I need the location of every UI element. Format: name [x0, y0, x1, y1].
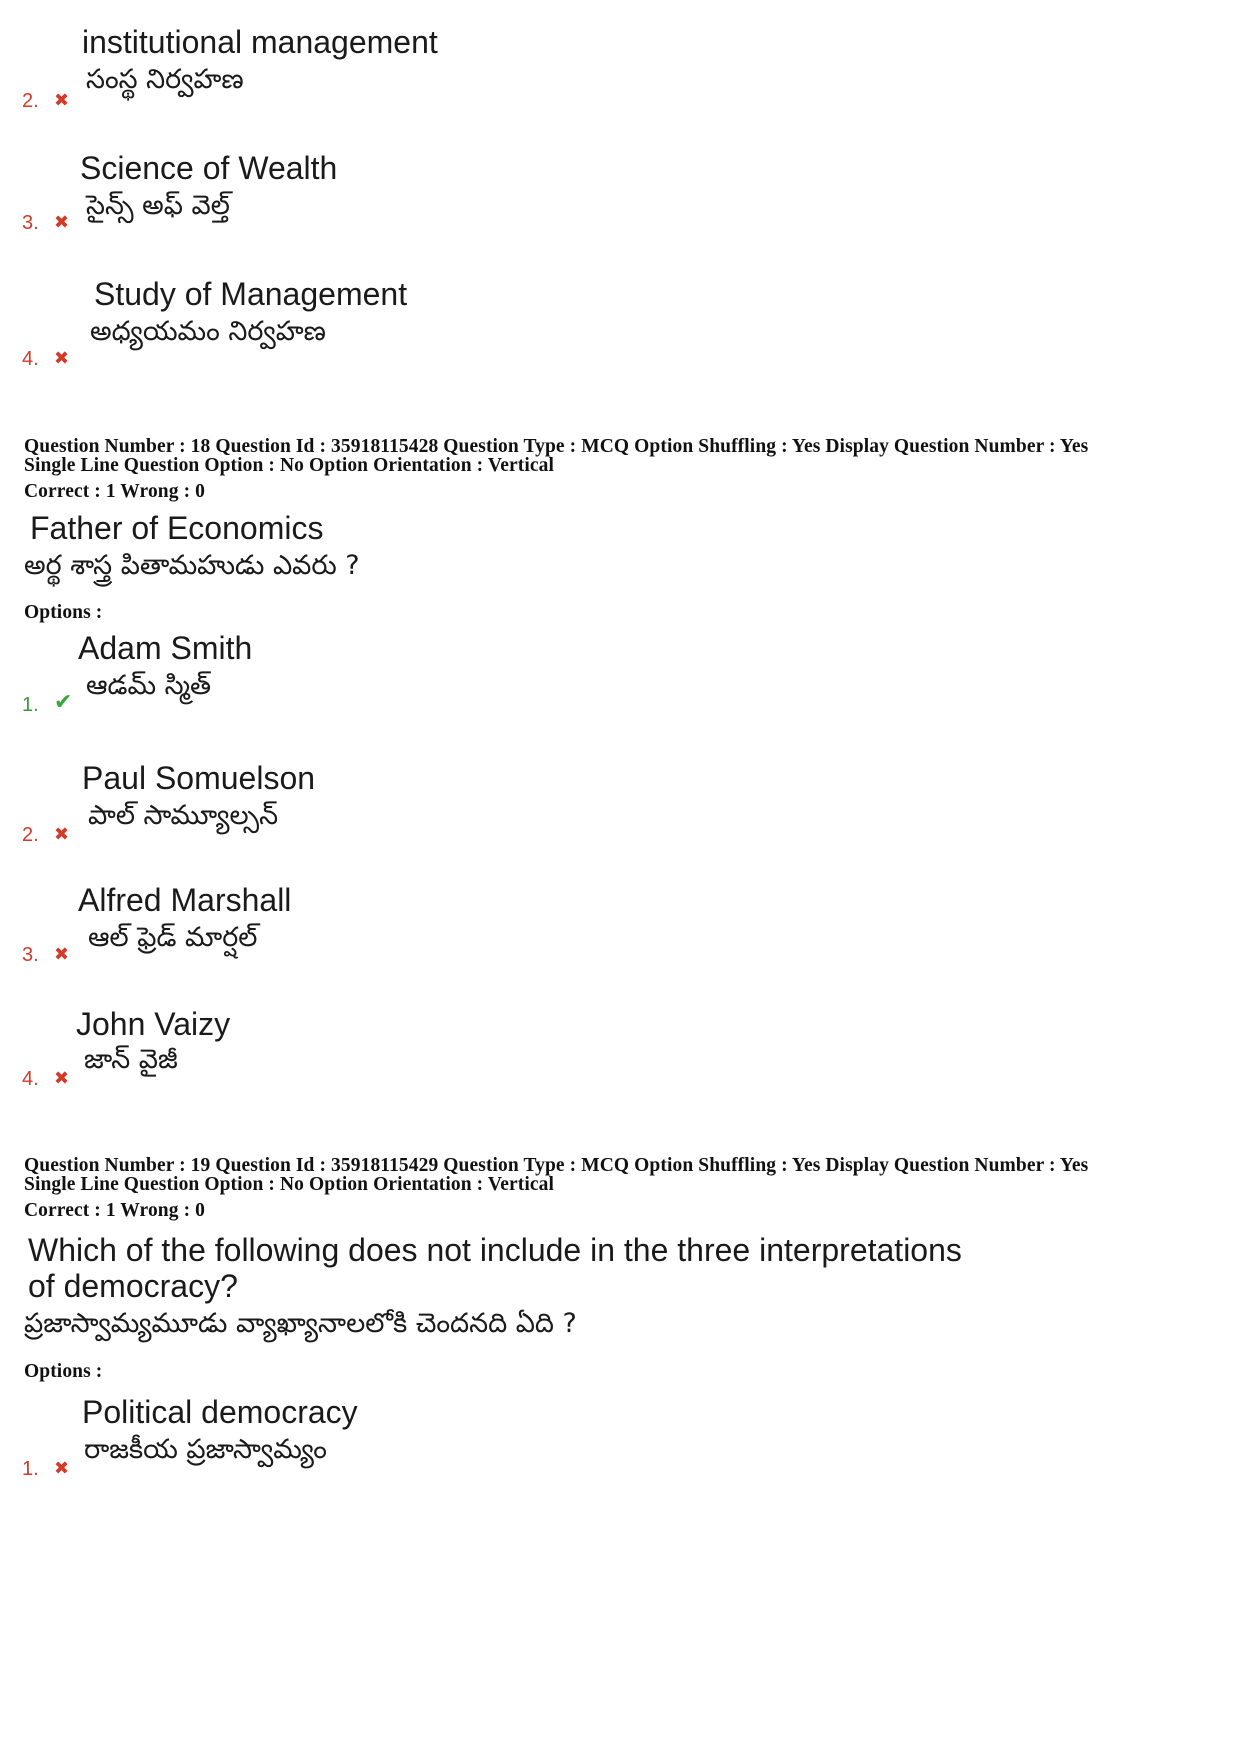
- option-number: 3.: [22, 212, 39, 234]
- option-english-text: Adam Smith: [78, 630, 253, 666]
- option-telugu-text: అధ్యయమం నిర్వహణ: [90, 316, 326, 347]
- option-telugu-text: పాల్ సామ్యూల్సన్: [88, 800, 279, 831]
- option-number: 4.: [22, 348, 39, 370]
- option-english-text: Alfred Marshall: [78, 882, 292, 918]
- option-english-text: Science of Wealth: [80, 150, 338, 186]
- option-english-text: Study of Management: [94, 276, 408, 312]
- option-number: 1.: [22, 1458, 39, 1480]
- question-meta-line-2: Single Line Question Option : No Option Orientation : Vertical: [24, 455, 555, 476]
- option-english-text: institutional management: [82, 24, 438, 60]
- question-stem-english: Father of Economics: [30, 510, 324, 546]
- option-telugu-text: ఆల్ ఫ్రెడ్ మార్షల్: [88, 922, 258, 953]
- option-number: 3.: [22, 944, 39, 966]
- option-english-text: Paul Somuelson: [82, 760, 316, 796]
- wrong-cross-icon: ✖: [54, 90, 70, 111]
- options-label: Options :: [24, 602, 103, 623]
- question-stem-telugu: ప్రజాస్వామ్యమూడు వ్యాఖ్యానాలలోకి చెందనది ఏది ?: [24, 1308, 577, 1339]
- question-meta-line-1: Question Number : 19 Question Id : 35918115429 Question Type : MCQ Option Shuffling : Yes Display Question Number : Yes: [24, 1155, 1089, 1176]
- wrong-cross-icon: ✖: [54, 348, 70, 369]
- option-telugu-text: ఆడమ్ స్మిత్: [86, 670, 211, 701]
- question-meta-line-2: Single Line Question Option : No Option Orientation : Vertical: [24, 1174, 555, 1195]
- option-number: 2.: [22, 90, 39, 112]
- wrong-cross-icon: ✖: [54, 1458, 70, 1479]
- option-telugu-text: సంస్థ నిర్వహణ: [86, 64, 244, 95]
- option-number: 4.: [22, 1068, 39, 1090]
- option-english-text: John Vaizy: [76, 1006, 231, 1042]
- question-stem-telugu: అర్థ శాస్త్ర పితామహుడు ఎవరు ?: [24, 550, 360, 581]
- wrong-cross-icon: ✖: [54, 212, 70, 233]
- question-stem-english: Which of the following does not include in the three interpretations of democracy?: [28, 1232, 962, 1304]
- correct-check-icon: ✔: [54, 690, 73, 715]
- wrong-cross-icon: ✖: [54, 944, 70, 965]
- wrong-cross-icon: ✖: [54, 824, 70, 845]
- option-number: 2.: [22, 824, 39, 846]
- question-meta-line-1: Question Number : 18 Question Id : 35918115428 Question Type : MCQ Option Shuffling : Yes Display Question Number : Yes: [24, 436, 1089, 457]
- wrong-cross-icon: ✖: [54, 1068, 70, 1089]
- option-english-text: Political democracy: [82, 1394, 358, 1430]
- option-telugu-text: జాన్ వైజీ: [84, 1044, 178, 1075]
- question-marks: Correct : 1 Wrong : 0: [24, 481, 205, 502]
- option-telugu-text: సైన్స్ అఫ్ వెల్త్: [86, 190, 230, 221]
- option-telugu-text: రాజకీయ ప్రజాస్వామ్యం: [84, 1434, 327, 1465]
- question-marks: Correct : 1 Wrong : 0: [24, 1200, 205, 1221]
- option-number: 1.: [22, 694, 39, 716]
- options-label: Options :: [24, 1361, 103, 1382]
